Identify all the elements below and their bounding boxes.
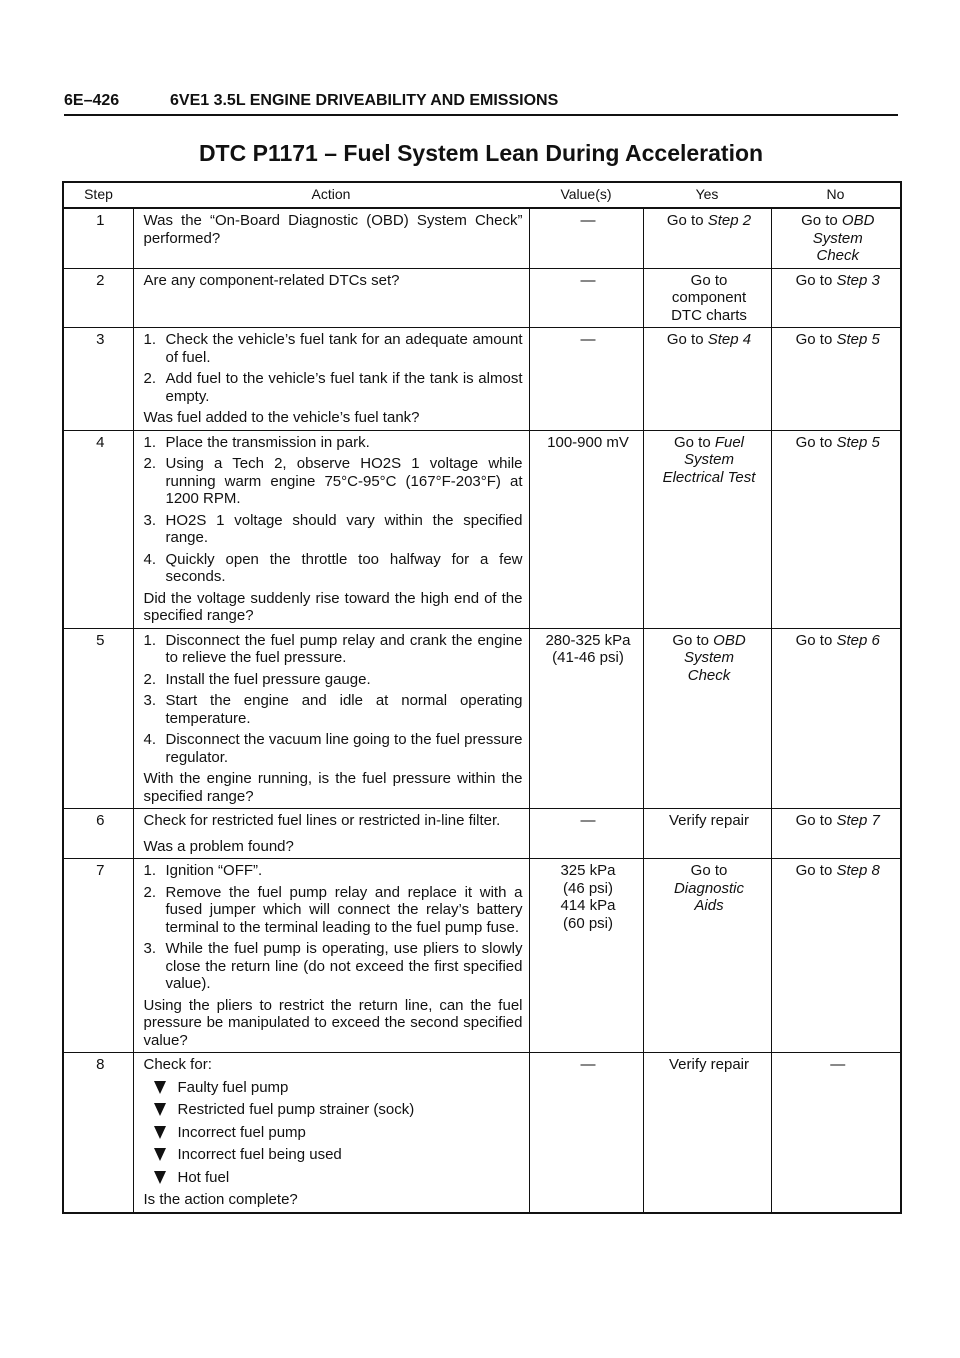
check-item: [152, 1079, 523, 1097]
page-number: 6E–426: [64, 92, 120, 109]
action-step-text: Disconnect the fuel pump relay and crank the engine to relieve the fuel pressure.: [165, 631, 523, 666]
table-row: [63, 430, 901, 628]
value-text: 280-325 kPa: [545, 631, 631, 649]
value-cell: [529, 809, 643, 859]
action-cell: [133, 859, 529, 1053]
bullet-triangle-icon: [154, 1148, 166, 1161]
action-step: [144, 632, 523, 667]
action-question: Was a problem found?: [143, 837, 294, 855]
yes-cell: [643, 859, 771, 1053]
step-cell: 6: [63, 809, 133, 859]
action-step-text: Using a Tech 2, observe HO2S 1 voltage while running warm engine 75°C-95°C (167°F-203°F) at 1200 RPM.: [165, 455, 523, 507]
col-values-header: Value(s): [529, 182, 643, 208]
no-link: Step 7: [836, 812, 880, 829]
check-item-text: Incorrect fuel pump: [177, 1123, 306, 1141]
action-step: [144, 455, 523, 508]
action-step-text: Start the engine and idle at normal operating temperature.: [165, 692, 523, 727]
page-title: DTC P1171 – Fuel System Lean During Acceleration: [198, 140, 764, 166]
step-cell: 5: [63, 628, 133, 809]
action-step: [144, 731, 523, 766]
check-item: [152, 1146, 523, 1164]
action-step-number: 2.: [143, 883, 157, 901]
no-cell: [771, 268, 901, 328]
step-cell: 1: [63, 208, 133, 268]
table-row: [63, 628, 901, 809]
action-step-number: 1.: [143, 331, 157, 348]
yes-goto: [654, 862, 765, 880]
yes-prefix: Go to: [673, 433, 715, 451]
bullet-triangle-icon: [154, 1103, 166, 1116]
action-step-text: Check the vehicle’s fuel tank for an adequate amount of fuel.: [165, 331, 523, 366]
no-link: Step 5: [836, 331, 880, 348]
yes-cell: [643, 268, 771, 328]
no-link: Check: [816, 247, 860, 264]
bullet-triangle-icon: [154, 1126, 166, 1139]
no-prefix: Go to: [795, 812, 837, 829]
action-question: With the engine running, is the fuel pressure within the specified range?: [143, 770, 523, 805]
action-question: Was the “On-Board Diagnostic (OBD) System Check” performed?: [143, 212, 523, 247]
action-question: Did the voltage suddenly rise toward the high end of the specified range?: [143, 589, 523, 624]
action-step: [144, 512, 523, 547]
yes-cell: [643, 1053, 771, 1213]
action-step: [144, 370, 523, 405]
yes-cell: [643, 809, 771, 859]
action-step-number: 3.: [143, 940, 157, 957]
action-cell: [133, 809, 529, 859]
yes-text: Verify repair: [668, 812, 750, 829]
action-text: Check for:: [143, 1056, 212, 1073]
no-cell: [771, 628, 901, 809]
col-action-header: Action: [133, 182, 529, 208]
value-text: —: [580, 1056, 596, 1073]
yes-goto: [654, 331, 765, 349]
check-item-text: Incorrect fuel being used: [177, 1146, 342, 1163]
value-cell: [529, 268, 643, 328]
no-prefix: Go to: [795, 433, 837, 451]
action-step: [144, 862, 523, 880]
check-item: [152, 1101, 523, 1119]
action-cell: [133, 1053, 529, 1213]
yes-cell: [643, 628, 771, 809]
step-cell: 3: [63, 328, 133, 431]
value-text: (60 psi): [562, 914, 614, 932]
action-step-number: 2.: [143, 370, 157, 387]
no-link: Step 8: [836, 862, 880, 879]
no-prefix: Go to: [801, 212, 842, 229]
value-text: 414 kPa: [560, 897, 616, 914]
action-step-text: Quickly open the throttle too halfway for a few seconds.: [165, 550, 523, 585]
action-step-number: 2.: [143, 670, 157, 688]
action-step-text: Disconnect the vacuum line going to the fuel pressure regulator.: [165, 731, 523, 766]
value-cell: [529, 430, 643, 628]
check-item-text: Hot fuel: [177, 1168, 230, 1186]
no-link: Step 6: [836, 631, 880, 649]
step-cell: 7: [63, 859, 133, 1053]
bullet-triangle-icon: [154, 1081, 166, 1094]
value-text: (41-46 psi): [552, 649, 624, 666]
no-prefix: Go to: [795, 331, 837, 348]
action-step-text: Remove the fuel pump relay and replace it with a fused jumper which will connect the relay’s battery terminal to the terminal leading to the fuel pump fuse.: [165, 883, 523, 936]
yes-goto: [654, 434, 765, 452]
action-question: Using the pliers to restrict the return line, can the fuel pressure be manipulated to exceed the second specified value?: [143, 996, 523, 1049]
action-step: [144, 551, 523, 586]
section-title: 6VE1 3.5L ENGINE DRIVEABILITY AND EMISSIONS: [170, 92, 559, 109]
value-cell: [529, 328, 643, 431]
check-item: [152, 1169, 523, 1187]
table-row: [63, 328, 901, 431]
action-step-number: 3.: [143, 692, 157, 709]
value-cell: [529, 859, 643, 1053]
page-header: [64, 90, 898, 116]
yes-link: Fuel: [714, 433, 745, 451]
action-cell: [133, 328, 529, 431]
value-text: 100-900 mV: [547, 433, 629, 451]
table-row: [63, 809, 901, 859]
no-prefix: Go to: [795, 862, 837, 879]
yes-text: DTC charts: [671, 306, 747, 324]
action-cell: [133, 628, 529, 809]
yes-goto: [654, 212, 765, 230]
yes-text: Verify repair: [668, 1056, 750, 1073]
table-row: [63, 859, 901, 1053]
yes-link: Diagnostic: [673, 879, 745, 897]
value-cell: [529, 208, 643, 268]
yes-link: Step 2: [707, 212, 752, 229]
yes-cell: [643, 430, 771, 628]
action-step-number: 2.: [143, 455, 157, 472]
yes-link: System: [683, 649, 734, 666]
yes-cell: [643, 208, 771, 268]
action-question: Was fuel added to the vehicle’s fuel tank?: [143, 409, 420, 426]
yes-goto: [654, 632, 765, 650]
no-text: —: [830, 1056, 846, 1073]
yes-link: Step 4: [707, 331, 752, 348]
no-goto: [782, 812, 895, 830]
action-step-number: 1.: [143, 631, 157, 649]
no-goto: [782, 272, 895, 290]
step-cell: 2: [63, 268, 133, 328]
action-cell: [133, 430, 529, 628]
no-link: Step 5: [836, 433, 880, 451]
check-item-text: Faulty fuel pump: [177, 1078, 289, 1096]
no-goto: [782, 331, 895, 349]
yes-prefix: Go to: [690, 862, 728, 879]
table-header-row: [63, 182, 901, 208]
yes-cell: [643, 328, 771, 431]
value-cell: [529, 628, 643, 809]
no-link: OBD: [841, 212, 875, 229]
action-step: [144, 884, 523, 937]
no-prefix: Go to: [795, 631, 837, 649]
no-cell: [771, 208, 901, 268]
col-no-header: No: [771, 182, 901, 208]
step-cell: 4: [63, 430, 133, 628]
value-text: —: [580, 212, 596, 229]
yes-link: OBD: [713, 631, 746, 649]
action-step-text: Ignition “OFF”.: [165, 862, 263, 879]
no-cell: [771, 809, 901, 859]
action-step: [144, 671, 523, 689]
no-goto: [782, 862, 895, 880]
value-text: —: [580, 271, 596, 289]
value-text: —: [580, 812, 596, 829]
action-question: Is the action complete?: [143, 1191, 298, 1208]
action-step: [144, 434, 523, 452]
table-row: [63, 1053, 901, 1213]
action-step: [144, 331, 523, 366]
action-step-text: Add fuel to the vehicle’s fuel tank if the tank is almost empty.: [165, 370, 523, 405]
value-text: —: [580, 331, 596, 348]
value-cell: [529, 1053, 643, 1213]
value-text: 325 kPa: [560, 862, 616, 879]
no-link: Step 3: [836, 271, 880, 289]
col-yes-header: Yes: [643, 182, 771, 208]
yes-prefix: Go to: [666, 331, 708, 348]
value-text: (46 psi): [562, 879, 614, 897]
action-step-text: Install the fuel pressure gauge.: [165, 670, 371, 688]
action-cell: [133, 208, 529, 268]
yes-link: System: [683, 451, 734, 468]
action-text: Check for restricted fuel lines or restricted in-line filter.: [143, 812, 501, 829]
yes-text: Go to: [690, 271, 728, 289]
action-step-number: 4.: [143, 550, 157, 568]
diagnostic-table: [62, 181, 902, 1214]
step-cell: 8: [63, 1053, 133, 1213]
table-row: [63, 268, 901, 328]
action-step-text: While the fuel pump is operating, use pliers to slowly close the return line (do not exceed the first specified value).: [165, 940, 523, 992]
action-step-number: 4.: [143, 731, 157, 748]
no-cell: [771, 328, 901, 431]
no-goto: [782, 434, 895, 452]
no-goto: [782, 632, 895, 650]
table-row: [63, 208, 901, 268]
no-link: System: [812, 229, 863, 247]
col-step-header: Step: [63, 182, 133, 208]
action-step-number: 1.: [143, 862, 157, 879]
no-cell: [771, 430, 901, 628]
yes-link: Electrical Test: [662, 468, 756, 486]
action-step: [144, 940, 523, 993]
bullet-triangle-icon: [154, 1171, 166, 1184]
check-item: [152, 1124, 523, 1142]
action-step-number: 3.: [143, 511, 157, 529]
action-step: [144, 692, 523, 727]
no-cell: [771, 1053, 901, 1213]
action-step-text: HO2S 1 voltage should vary within the specified range.: [165, 511, 523, 546]
action-cell: [133, 268, 529, 328]
action-step-text: Place the transmission in park.: [165, 433, 370, 451]
yes-prefix: Go to: [666, 212, 708, 229]
yes-link: Aids: [694, 897, 724, 914]
yes-link: Check: [687, 666, 731, 684]
no-cell: [771, 859, 901, 1053]
yes-text: component: [671, 289, 747, 306]
yes-prefix: Go to: [672, 631, 714, 649]
check-item-text: Restricted fuel pump strainer (sock): [177, 1101, 415, 1118]
action-step-number: 1.: [143, 433, 157, 451]
action-question: Are any component-related DTCs set?: [143, 271, 400, 289]
no-prefix: Go to: [795, 271, 837, 289]
no-goto: [782, 212, 895, 230]
